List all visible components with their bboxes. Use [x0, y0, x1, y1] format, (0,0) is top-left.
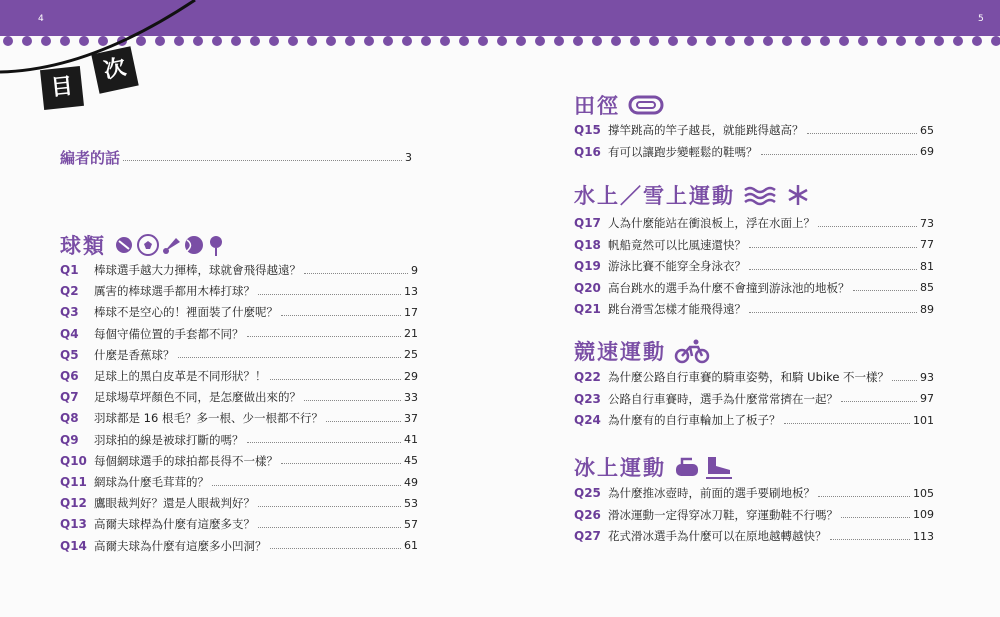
toc-row[interactable]	[574, 279, 934, 297]
question-number: Q4	[60, 326, 79, 341]
question-number: Q10	[60, 453, 87, 468]
question-number: Q11	[60, 475, 87, 489]
tennis-ball-icon	[185, 236, 203, 254]
ice-sports-icons	[674, 454, 734, 480]
question-text: 有可以讓跑步變輕鬆的鞋嗎？	[608, 144, 758, 159]
toc-row[interactable]	[574, 214, 934, 232]
leader-dots	[212, 485, 401, 486]
baseball-bat-icon	[116, 237, 132, 253]
page-number: 37	[404, 411, 418, 425]
question-text: 高爾夫球桿為什麼有這麼多支？	[94, 517, 255, 532]
leader-dots	[304, 273, 408, 274]
curling-stone-icon	[676, 459, 698, 476]
page-number: 65	[920, 123, 934, 137]
question-text: 為什麼推冰壺時，前面的選手要刷地板？	[608, 486, 815, 500]
toc-row[interactable]	[60, 431, 418, 449]
toc-row[interactable]	[574, 484, 934, 502]
leader-dots	[281, 463, 401, 464]
question-text: 每個網球選手的球拍都長得不一樣？	[94, 453, 278, 468]
toc-row[interactable]	[60, 452, 418, 470]
toc-row[interactable]	[574, 368, 934, 386]
page-number: 93	[920, 370, 934, 384]
toc-row[interactable]	[60, 261, 418, 279]
leader-dots	[892, 380, 917, 381]
question-number: Q7	[60, 390, 79, 405]
question-text: 撐竿跳高的竿子越長，就能跳得越高？	[608, 123, 804, 137]
leader-dots	[304, 400, 401, 401]
question-number: Q26	[574, 507, 601, 522]
question-number: Q1	[60, 263, 79, 277]
snowflake-icon	[789, 185, 807, 205]
toc-row[interactable]	[60, 409, 418, 427]
toc-row[interactable]	[60, 367, 418, 385]
question-text: 為什麼有的自行車輪加上了板子？	[608, 413, 781, 427]
waves-icon	[745, 188, 775, 204]
question-text: 網球為什麼毛茸茸的？	[94, 475, 209, 489]
page-number-right: 5	[978, 14, 984, 24]
toc-row[interactable]	[574, 390, 934, 408]
leader-dots	[749, 312, 917, 313]
question-text: 花式滑冰選手為什麼可以在原地越轉越快？	[608, 529, 827, 543]
toc-row[interactable]	[574, 121, 934, 139]
question-text: 棒球不是空心的！裡面裝了什麼呢？	[94, 305, 278, 320]
question-text: 游泳比賽不能穿全身泳衣？	[608, 259, 746, 273]
toc-row[interactable]	[60, 282, 418, 300]
question-text: 足球場草坪顏色不同，是怎麼做出來的？	[94, 390, 301, 405]
leader-dots	[818, 226, 917, 227]
leader-dots	[761, 154, 918, 155]
toc-row[interactable]	[574, 300, 934, 318]
page-number: 85	[920, 281, 934, 294]
section-title: 競速運動	[574, 340, 666, 364]
question-number: Q3	[60, 305, 79, 320]
question-number: Q20	[574, 280, 601, 295]
water-snow-icons	[743, 182, 813, 208]
toc-row[interactable]	[574, 257, 934, 275]
toc-title-char-1: 目	[40, 66, 84, 110]
leader-dots	[247, 442, 402, 443]
page-number-left: 4	[38, 14, 44, 24]
leader-dots	[270, 379, 402, 380]
leader-dots	[749, 247, 917, 248]
question-number: Q5	[60, 347, 79, 362]
question-number: Q25	[574, 486, 601, 500]
toc-row[interactable]	[60, 325, 418, 343]
question-number: Q17	[574, 216, 601, 230]
soccer-ball-icon	[138, 235, 158, 255]
section-speed-sports	[574, 336, 710, 366]
page-number: 53	[404, 496, 418, 510]
section-water-snow	[574, 180, 813, 210]
toc-row[interactable]	[60, 515, 418, 533]
page-number: 109	[913, 508, 934, 521]
question-number: Q24	[574, 413, 601, 427]
leader-dots	[841, 517, 910, 518]
leader-dots	[326, 421, 401, 422]
toc-row[interactable]	[60, 388, 418, 406]
toc-row[interactable]	[574, 236, 934, 254]
leader-dots	[281, 315, 401, 316]
page-number: 13	[404, 284, 418, 298]
page-number: 29	[404, 369, 418, 383]
question-text: 公路自行車賽時，選手為什麼常常擠在一起？	[608, 391, 838, 406]
question-number: Q22	[574, 370, 601, 384]
page-number: 97	[920, 392, 934, 405]
leader-dots	[818, 496, 910, 497]
page-number: 9	[411, 263, 418, 277]
toc-row[interactable]	[60, 303, 418, 321]
running-track-icon	[628, 93, 664, 117]
page-number: 73	[920, 216, 934, 230]
question-number: Q19	[574, 259, 601, 273]
question-text: 羽球拍的線是被球打斷的嗎？	[94, 432, 244, 447]
leader-dots	[258, 527, 401, 528]
page-number: 45	[404, 454, 418, 468]
section-title: 田徑	[574, 94, 620, 118]
question-number: Q12	[60, 496, 87, 511]
leader-dots	[784, 423, 911, 424]
question-text: 羽球都是 16 根毛？多一根、少一根都不行？	[94, 411, 323, 426]
page-number: 77	[920, 238, 934, 251]
question-number: Q27	[574, 529, 601, 543]
editor-note-page: 3	[405, 150, 412, 164]
section-track	[574, 90, 664, 120]
toc-row[interactable]	[60, 346, 418, 364]
page-number: 49	[404, 475, 418, 489]
editor-note-row[interactable]	[60, 148, 412, 166]
section-title: 水上／雪上運動	[574, 184, 735, 208]
toc-row[interactable]	[574, 527, 934, 545]
question-number: Q2	[60, 284, 79, 299]
section-title: 冰上運動	[574, 456, 666, 480]
question-number: Q21	[574, 302, 601, 316]
leader-dots	[749, 269, 917, 270]
question-text: 為什麼公路自行車賽的騎車姿勢，和騎 Ubike 不一樣？	[608, 370, 890, 384]
toc-title-char-2: 次	[91, 46, 138, 93]
ice-skate-icon	[706, 457, 732, 478]
leader-dots	[247, 336, 402, 337]
leader-dots	[258, 506, 401, 507]
toc-row[interactable]	[60, 494, 418, 512]
page-number: 57	[404, 517, 418, 531]
section-ball-games	[60, 230, 234, 260]
section-title: 球類	[60, 234, 106, 258]
toc-row[interactable]	[574, 506, 934, 524]
toc-row[interactable]	[60, 537, 418, 555]
question-text: 人為什麼能站在衝浪板上，浮在水面上？	[608, 216, 815, 230]
page-number: 81	[920, 259, 934, 273]
leader-dots	[841, 401, 917, 402]
leader-dots	[830, 539, 911, 540]
question-number: Q15	[574, 123, 601, 137]
question-text: 棒球選手越大力揮棒，球就會飛得越遠？	[94, 263, 301, 277]
question-text: 厲害的棒球選手都用木棒打球？	[94, 284, 255, 299]
question-number: Q14	[60, 538, 87, 553]
leader-dots	[807, 133, 918, 134]
page-number: 69	[920, 145, 934, 158]
question-number: Q9	[60, 432, 79, 447]
leader-dots	[178, 357, 402, 358]
ball-sports-icons	[114, 232, 234, 258]
leader-dots	[270, 548, 402, 549]
question-number: Q8	[60, 411, 79, 426]
question-text: 帆船竟然可以比風速還快？	[608, 237, 746, 252]
page-number: 33	[404, 390, 418, 404]
toc-row[interactable]	[574, 411, 934, 429]
page-number: 17	[404, 305, 418, 319]
cyclist-icon	[674, 338, 710, 364]
leader-dots	[123, 160, 402, 161]
page-number: 89	[920, 302, 934, 316]
page-number: 21	[404, 327, 418, 341]
question-text: 高台跳水的選手為什麼不會撞到游泳池的地板？	[608, 280, 850, 295]
question-number: Q13	[60, 517, 87, 532]
question-number: Q16	[574, 144, 601, 159]
question-text: 足球上的黑白皮革是不同形狀？！	[94, 369, 267, 383]
toc-row[interactable]	[60, 473, 418, 491]
editor-note-label: 編者的話	[60, 148, 121, 167]
question-number: Q6	[60, 369, 79, 383]
page-number: 61	[404, 539, 418, 553]
question-text: 每個守備位置的手套都不同？	[94, 326, 244, 341]
shuttlecock-icon	[163, 238, 180, 254]
question-text: 什麼是香蕉球？	[94, 347, 175, 362]
golf-ball-icon	[210, 236, 222, 256]
question-text: 滑冰運動一定得穿冰刀鞋，穿運動鞋不行嗎？	[608, 507, 838, 522]
leader-dots	[258, 294, 401, 295]
section-ice-sports	[574, 452, 734, 482]
question-text: 鷹眼裁判好？還是人眼裁判好？	[94, 496, 255, 511]
page-number: 113	[913, 529, 934, 543]
question-text: 高爾夫球為什麼有這麼多小凹洞？	[94, 538, 267, 553]
page-number: 25	[404, 348, 418, 362]
question-number: Q18	[574, 237, 601, 252]
question-text: 跳台滑雪怎樣才能飛得遠？	[608, 302, 746, 316]
leader-dots	[853, 290, 918, 291]
page-number: 41	[404, 433, 418, 447]
toc-row[interactable]	[574, 143, 934, 161]
question-number: Q23	[574, 391, 601, 406]
page-number: 101	[913, 413, 934, 427]
page-number: 105	[913, 486, 934, 500]
